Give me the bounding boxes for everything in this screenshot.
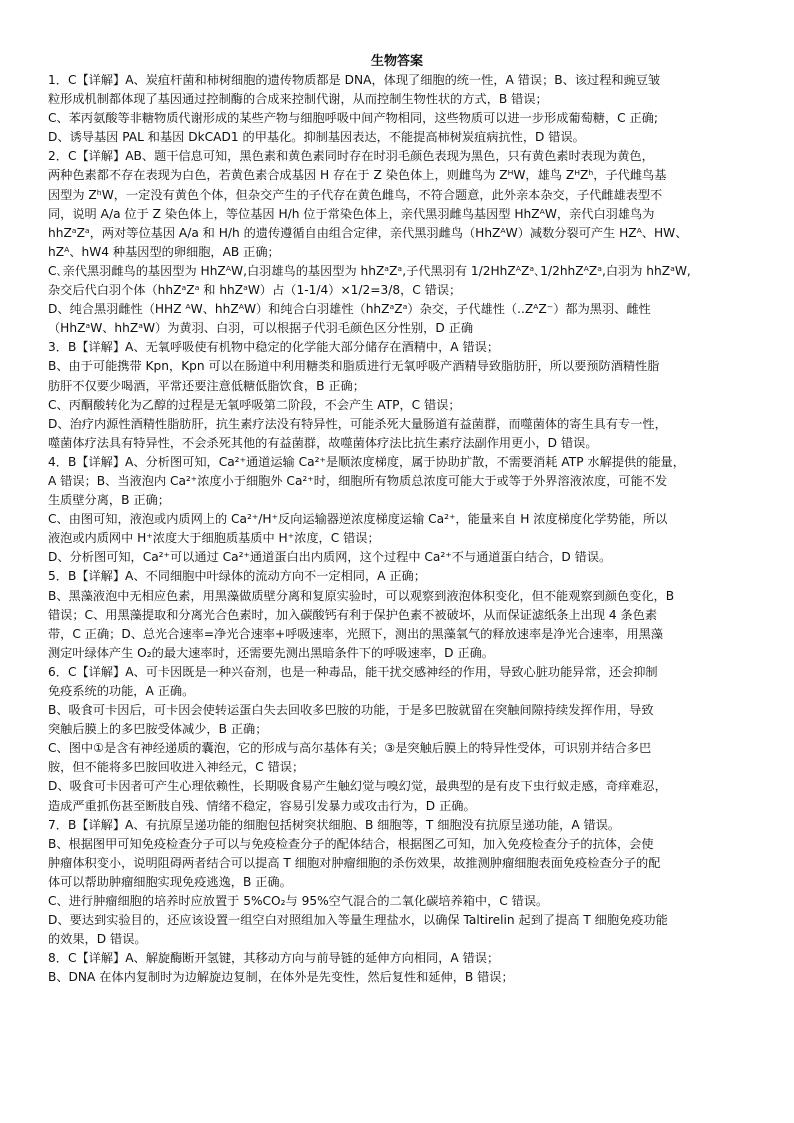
- text-line: C、图中①是含有神经递质的囊泡，它的形成与高尔基体有关；③是突触后膜上的特异性受体，可识别并结合多巴: [48, 741, 652, 756]
- text-line: 杂交后代白羽个体（hhZᵃZᵃ 和 hhZᵃW）占（1-1/4）×1/2=3/8，C 错误；: [48, 283, 462, 298]
- text-line: 6．C【详解】A、可卡因既是一种兴奋剂，也是一种毒品，能干扰交感神经的作用，导致心脏功能异常，还会抑制: [48, 664, 658, 679]
- text-line: 的效果，D 错误。: [48, 932, 147, 947]
- text-line: D、吸食可卡因者可产生心理依赖性，长期吸食易产生触幻觉与嗅幻觉，最典型的是有皮下虫行蚁走感，奇痒难忍，: [48, 779, 667, 794]
- text-line: 2．C【详解】AB、题干信息可知，黑色素和黄色素同时存在时羽毛颜色表现为黑色，只有黄色素时表现为黄色，: [48, 149, 654, 164]
- text-line: 7．B【详解】A、有抗原呈递功能的细胞包括树突状细胞、B 细胞等，T 细胞没有抗原呈递功能，A 错误。: [48, 817, 621, 832]
- text-line: hhZᵃZᵃ，两对等位基因 A/a 和 H/h 的遗传遵循自由组合定律，亲代黑羽雌鸟（HhZᴬW）减数分裂可产生 HZᴬ、HW、: [48, 225, 688, 240]
- page-title: 生物答案: [370, 54, 423, 69]
- text-line: 3．B【详解】A、无氧呼吸使有机物中稳定的化学能大部分储存在酒精中，A 错误；: [48, 340, 500, 355]
- text-line: 5．B【详解】A、不同细胞中叶绿体的流动方向不一定相同，A 正确；: [48, 569, 426, 584]
- text-line: 1．C【详解】A、炭疽杆菌和柿树细胞的遗传物质都是 DNA，体现了细胞的统一性，A 错误；B、该过程和豌豆皱: [48, 73, 661, 87]
- text-line: 噬菌体疗法具有特异性，不会杀死其他的有益菌群，故噬菌体疗法比抗生素疗法副作用更小，D 错误。: [48, 435, 598, 450]
- text-line: 错误；C、用黑藻提取和分离光合色素时，加入碳酸钙有利于保护色素不被破坏，从而保证滤纸条上出现 4 条色素: [48, 607, 658, 622]
- text-line: A 错误；B、当液泡内 Ca²⁺浓度小于细胞外 Ca²⁺时，细胞所有物质总浓度可能大于或等于外界溶液浓度，可能不发: [48, 473, 668, 488]
- text-line: hZᴬ、hW4 种基因型的卵细胞，AB 正确；: [48, 244, 280, 259]
- text-line: 带，C 正确；D、总光合速率=净光合速率+呼吸速率，光照下，测出的黑藻氧气的释放速率是净光合速率，用黑藻: [48, 626, 664, 641]
- text-line: C、由图可知，液泡或内质网上的 Ca²⁺/H⁺反向运输器逆浓度梯度运输 Ca²⁺，能量来自 H 浓度梯度化学势能，所以: [48, 512, 668, 527]
- text-line: 8．C【详解】A、解旋酶断开氢键，其移动方向与前导链的延伸方向相同，A 错误；: [48, 951, 500, 966]
- text-line: 突触后膜上的多巴胺受体减少，B 正确；: [48, 722, 268, 737]
- text-line: D、治疗内源性酒精性脂肪肝，抗生素疗法没有特异性，可能杀死大量肠道有益菌群，而噬菌体的寄生具有专一性，: [48, 416, 667, 431]
- text-line: 因型为 ZʰW，一定没有黄色个体，但杂交产生的子代存在黄色雌鸟，不符合题意，此外亲本杂交，子代雌雄表型不: [48, 187, 663, 202]
- text-line: C、丙酮酸转化为乙醇的过程是无氧呼吸第二阶段，不会产生 ATP，C 错误；: [48, 397, 461, 412]
- text-line: 两种色素都不存在表现为白色，若黄色素合成基因 H 存在于 Z 染色体上，则雌鸟为 ZᴴW，雄鸟 ZᴴZʰ，子代雌鸟基: [48, 168, 667, 183]
- text-line: 生质壁分离，B 正确；: [48, 493, 170, 508]
- text-line: 胺，但不能将多巴胺回收进入神经元，C 错误；: [48, 760, 305, 775]
- text-line: C、苯丙氨酸等非糖物质代谢形成的某些产物与细胞呼吸中间产物相同，这些物质可以进一步形成葡萄糖，C 正确;: [48, 111, 658, 126]
- text-line: 液泡或内质网中 H⁺浓度大于细胞质基质中 H⁺浓度，C 错误；: [48, 531, 380, 546]
- text-line: D、分析图可知，Ca²⁺可以通过 Ca²⁺通道蛋白出内质网，这个过程中 Ca²⁺不与通道蛋白结合，D 错误。: [48, 550, 612, 565]
- text-line: D、要达到实验目的，还应该设置一组空白对照组加入等量生理盐水，以确保 Taltirelin 起到了提高 T 细胞免疫功能: [48, 913, 668, 928]
- text-line: B、黑藻液泡中无相应色素，用黑藻做质壁分离和复原实验时，可以观察到液泡体积变化，但不能观察到颜色变化，B: [48, 588, 675, 603]
- text-line: D、诱导基因 PAL 和基因 DkCAD1 的甲基化。抑制基因表达，不能提高柿树炭疽病抗性，D 错误。: [48, 130, 585, 145]
- text-line: B、吸食可卡因后，可卡因会使转运蛋白失去回收多巴胺的功能，于是多巴胺就留在突触间隙持续发挥作用，导致: [48, 703, 654, 718]
- text-line: C､亲代黑羽雌鸟的基因型为 HhZᴬW,白羽雄鸟的基因型为 hhZᵃZᵃ,子代黑羽有 1/2HhZᴬZᵃ､1/2hhZᴬZᵃ,白羽为 hhZᵃW,: [48, 263, 691, 278]
- text-line: 肪肝不仅要少喝酒，平常还要注意低糖低脂饮食，B 正确；: [48, 378, 365, 393]
- text-line: 粒形成机制都体现了基因通过控制酶的合成来控制代谢，从而控制生物性状的方式，B 错误；: [48, 92, 548, 107]
- text-line: （HhZᵃW、hhZᵃW）为黄羽、白羽，可以根据子代羽毛颜色区分性别，D 正确: [48, 321, 474, 336]
- text-line: 肿瘤体积变小，说明阻碍两者结合可以提高 T 细胞对肿瘤细胞的杀伤效果，故推测肿瘤细胞表面免疫检查分子的配: [48, 855, 661, 870]
- text-line: 免疫系统的功能，A 正确。: [48, 684, 195, 698]
- text-line: 4．B【详解】A、分析图可知，Ca²⁺通道运输 Ca²⁺是顺浓度梯度，属于协助扩散，不需要消耗 ATP 水解提供的能量，: [48, 454, 685, 469]
- text-line: 造成严重抓伤甚至断肢自残、情绪不稳定，容易引发暴力或攻击行为，D 正确。: [48, 798, 476, 813]
- text-line: B、DNA 在体内复制时为边解旋边复制，在体外是先变性，然后复性和延伸，B 错误；: [48, 970, 514, 985]
- text-line: 测定叶绿体产生 O₂的最大速率时，还需要先测出黑暗条件下的呼吸速率，D 正确。: [48, 645, 494, 660]
- text-line: B、由于可能携带 Kpn，Kpn 可以在肠道中利用糖类和脂质进行无氧呼吸产酒精导致脂肪肝，所以要预防酒精性脂: [48, 359, 660, 374]
- text-line: 体可以帮助肿瘤细胞实现免疫逃逸，B 正确。: [48, 874, 292, 889]
- text-line: 同，说明 A/a 位于 Z 染色体上，等位基因 H/h 位于常染色体上，亲代黑羽雌鸟基因型 HhZᴬW，亲代白羽雄鸟为: [48, 206, 655, 221]
- text-line: B、根据图甲可知免疫检查分子可以与免疫检查分子的配体结合，根据图乙可知，加入免疫检查分子的抗体，会使: [48, 836, 654, 851]
- text-line: C、进行肿瘤细胞的培养时应放置于 5%CO₂与 95%空气混合的二氧化碳培养箱中，C 错误。: [48, 894, 549, 909]
- text-line: D、纯合黑羽雌性（HHZ ᴬW、hhZᴬW）和纯合白羽雄性（hhZᵃZᵃ）杂交，子代雄性（..ZᴬZ⁻）都为黑羽、雌性: [48, 302, 651, 317]
- answer-body: [48, 71, 764, 988]
